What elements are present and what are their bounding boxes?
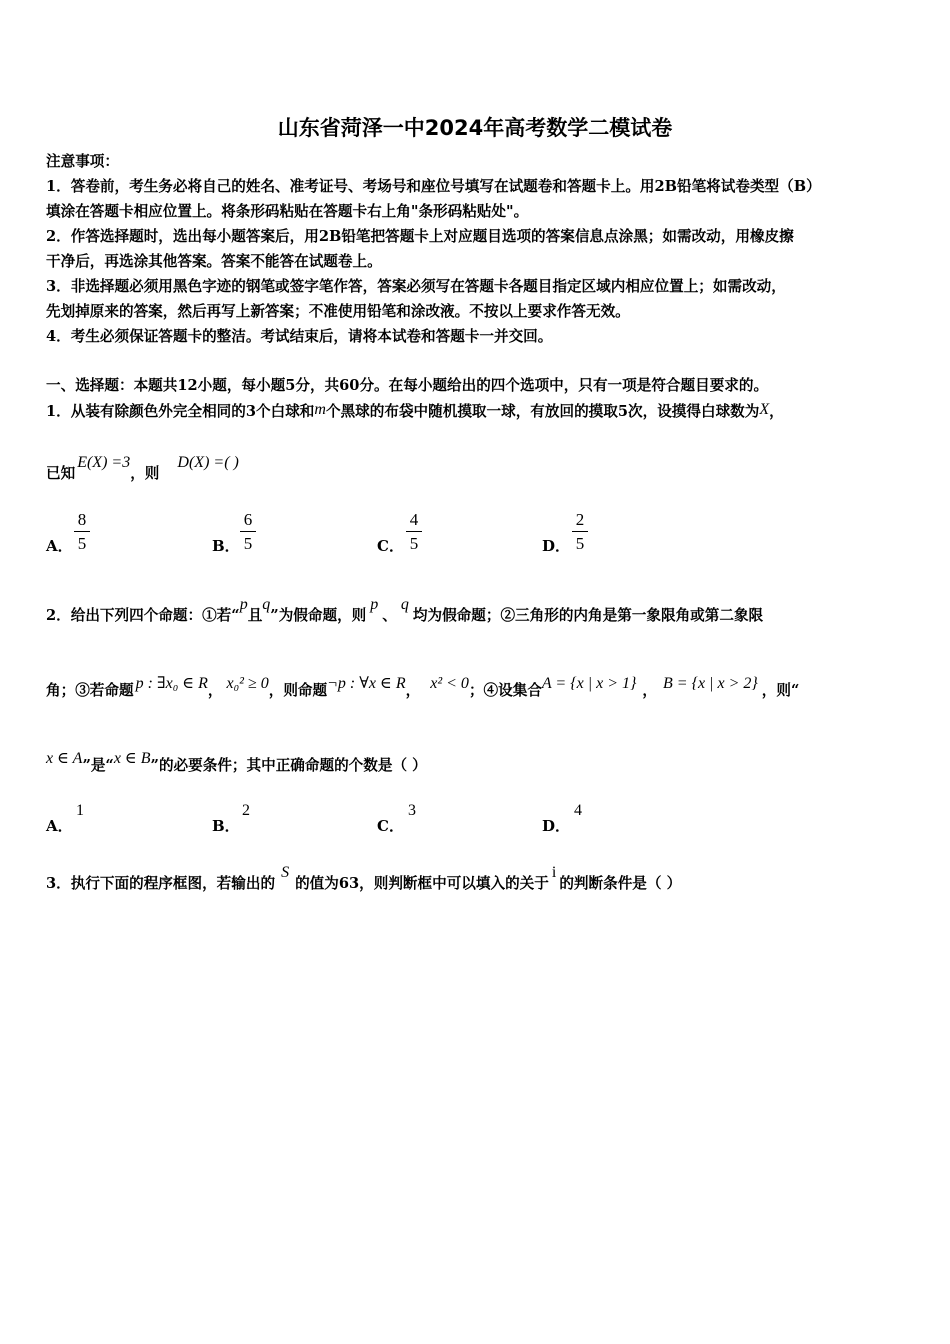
question-3-line-1 [46, 864, 682, 894]
q1-var-x: X [759, 401, 770, 418]
notice-item-3-line-1: 3．非选择题必须用黑色字迹的钢笔或签字笔作答，答案必须写在答题卡各题目指定区域内相应位置上；如需改动， [46, 278, 786, 295]
q2-inequality-2: x² < 0 [430, 675, 469, 692]
q1-option-c-label: C． [377, 537, 404, 555]
page-title: 山东省菏泽一中2024年高考数学二模试卷 [277, 116, 673, 140]
q2-x-in-a: x ∈ A [46, 750, 83, 767]
q1-option-b-label: B． [212, 537, 240, 555]
q1-option-d-label: D． [542, 537, 571, 555]
q1-text-a: 1．从装有除颜色外完全相同的3个白球和 [46, 403, 315, 420]
fraction-bar [406, 531, 422, 532]
q2-l2-d: ， [405, 682, 421, 699]
q2-option-d-label: D． [542, 817, 571, 835]
q1-option-d-numerator: 2 [575, 510, 585, 529]
q2-l2-b: ， [207, 682, 223, 699]
q1-option-a-value [74, 510, 90, 554]
question-2-line-2 [46, 675, 800, 701]
q2-option-c-value: 3 [408, 802, 416, 819]
question-2-line-3 [46, 750, 427, 776]
q2-l1-e: 均为假命题；②三角形的内角是第一象限角或第二象限 [412, 607, 764, 624]
q2-var-p-2: p [370, 596, 379, 613]
notice-heading: 注意事项： [46, 153, 119, 170]
q1-variance: D(X) =( ) [177, 454, 239, 471]
notice-item-1-line-2: 填涂在答题卡相应位置上。将条形码粘贴在答题卡右上角"条形码粘贴处"。 [46, 203, 529, 220]
q1-option-b-numerator: 6 [243, 510, 253, 529]
q2-negation-p: ¬p : ∀x ∈ R [327, 675, 406, 692]
q2-set-a: A = {x | x > 1} [541, 675, 637, 692]
q2-l2-c: ，则命题 [268, 682, 328, 699]
q3-text-b: 的值为63，则判断框中可以填入的关于 [295, 875, 549, 892]
q2-option-a-value: 1 [76, 802, 84, 819]
q2-option-d-value: 4 [574, 802, 582, 819]
q1-line2-b: ，则 [130, 465, 160, 482]
q2-x-in-b: x ∈ B [113, 750, 151, 767]
q1-option-c-numerator: 4 [409, 510, 419, 529]
q3-text-a: 3．执行下面的程序框图，若输出的 [46, 875, 276, 892]
q1-expected-value: E(X) =3 [77, 454, 131, 471]
q2-var-p: p [239, 596, 248, 613]
notice-item-4: 4．考生必须保证答题卡的整洁。考试结束后，请将本试卷和答题卡一并交回。 [46, 328, 553, 345]
q1-option-c-value [406, 510, 422, 554]
notice-item-2-line-2: 干净后，再选涂其他答案。答案不能答在试题卷上。 [46, 253, 382, 270]
q2-l2-e: ；④设集合 [468, 682, 542, 699]
q3-var-i: i [551, 864, 557, 881]
question-2-line-1 [46, 596, 764, 626]
q2-var-q-2: q [400, 596, 409, 613]
q1-text-c: ， [769, 403, 784, 420]
q1-option-b-value [240, 510, 256, 554]
q2-l1-c: ”为假命题，则 [270, 607, 367, 624]
question-1-line-2 [46, 454, 239, 484]
q2-set-b: B = {x | x > 2} [663, 675, 758, 692]
q2-l1-d: 、 [382, 607, 397, 624]
q2-option-a-label: A． [46, 817, 73, 835]
q1-option-c-denominator: 5 [409, 534, 419, 553]
q1-option-a-denominator: 5 [77, 534, 87, 553]
q2-option-b-label: B． [212, 817, 240, 835]
fraction-bar [572, 531, 588, 532]
q2-proposition-p: p : ∃x₀ ∈ R [135, 675, 208, 692]
notice-item-2-line-1: 2．作答选择题时，选出每小题答案后，用2B铅笔把答题卡上对应题目选项的答案信息点涂黑；如需改动，用橡皮擦 [46, 228, 794, 245]
q1-line2-a: 已知 [46, 465, 76, 482]
q2-option-c-label: C． [377, 817, 404, 835]
q3-text-c: 的判断条件是（ ） [559, 875, 682, 892]
q2-var-q: q [262, 596, 271, 613]
q2-l1-b: 且 [247, 607, 263, 624]
q2-l2-a: 角；③若命题 [46, 682, 134, 699]
q1-option-a-label: A． [46, 537, 73, 555]
q1-option-a-numerator: 8 [77, 510, 87, 529]
fraction-bar [240, 531, 256, 532]
q2-l3-a: ”是“ [82, 757, 114, 774]
q2-l2-g: ，则“ [761, 682, 800, 699]
q1-text-b: 个黑球的布袋中随机摸取一球，有放回的摸取5次，设摸得白球数为 [325, 403, 760, 420]
q1-var-m: m [314, 401, 326, 418]
q2-l1-a: 2．给出下列四个命题：①若“ [46, 607, 240, 624]
q1-option-d-value [572, 510, 588, 554]
q1-option-b-denominator: 5 [243, 534, 253, 553]
fraction-bar [74, 531, 90, 532]
section-1-heading: 一、选择题：本题共12小题，每小题5分，共60分。在每小题给出的四个选项中，只有一项是符合题目要求的。 [46, 377, 769, 394]
notice-item-1-line-1: 1．答卷前，考生务必将自己的姓名、准考证号、考场号和座位号填写在试题卷和答题卡上。用2B铅笔将试卷类型（B） [46, 178, 821, 195]
q1-option-d-denominator: 5 [575, 534, 585, 553]
q2-option-b-value: 2 [242, 802, 250, 819]
q2-l2-f: ， [642, 682, 658, 699]
q3-var-s: S [281, 864, 290, 881]
notice-item-3-line-2: 先划掉原来的答案，然后再写上新答案；不准使用铅笔和涂改液。不按以上要求作答无效。 [46, 303, 630, 320]
q2-l3-b: ”的必要条件；其中正确命题的个数是（ ） [150, 757, 427, 774]
question-1-line-1 [46, 402, 784, 422]
q2-inequality-1: x₀² ≥ 0 [226, 675, 269, 692]
